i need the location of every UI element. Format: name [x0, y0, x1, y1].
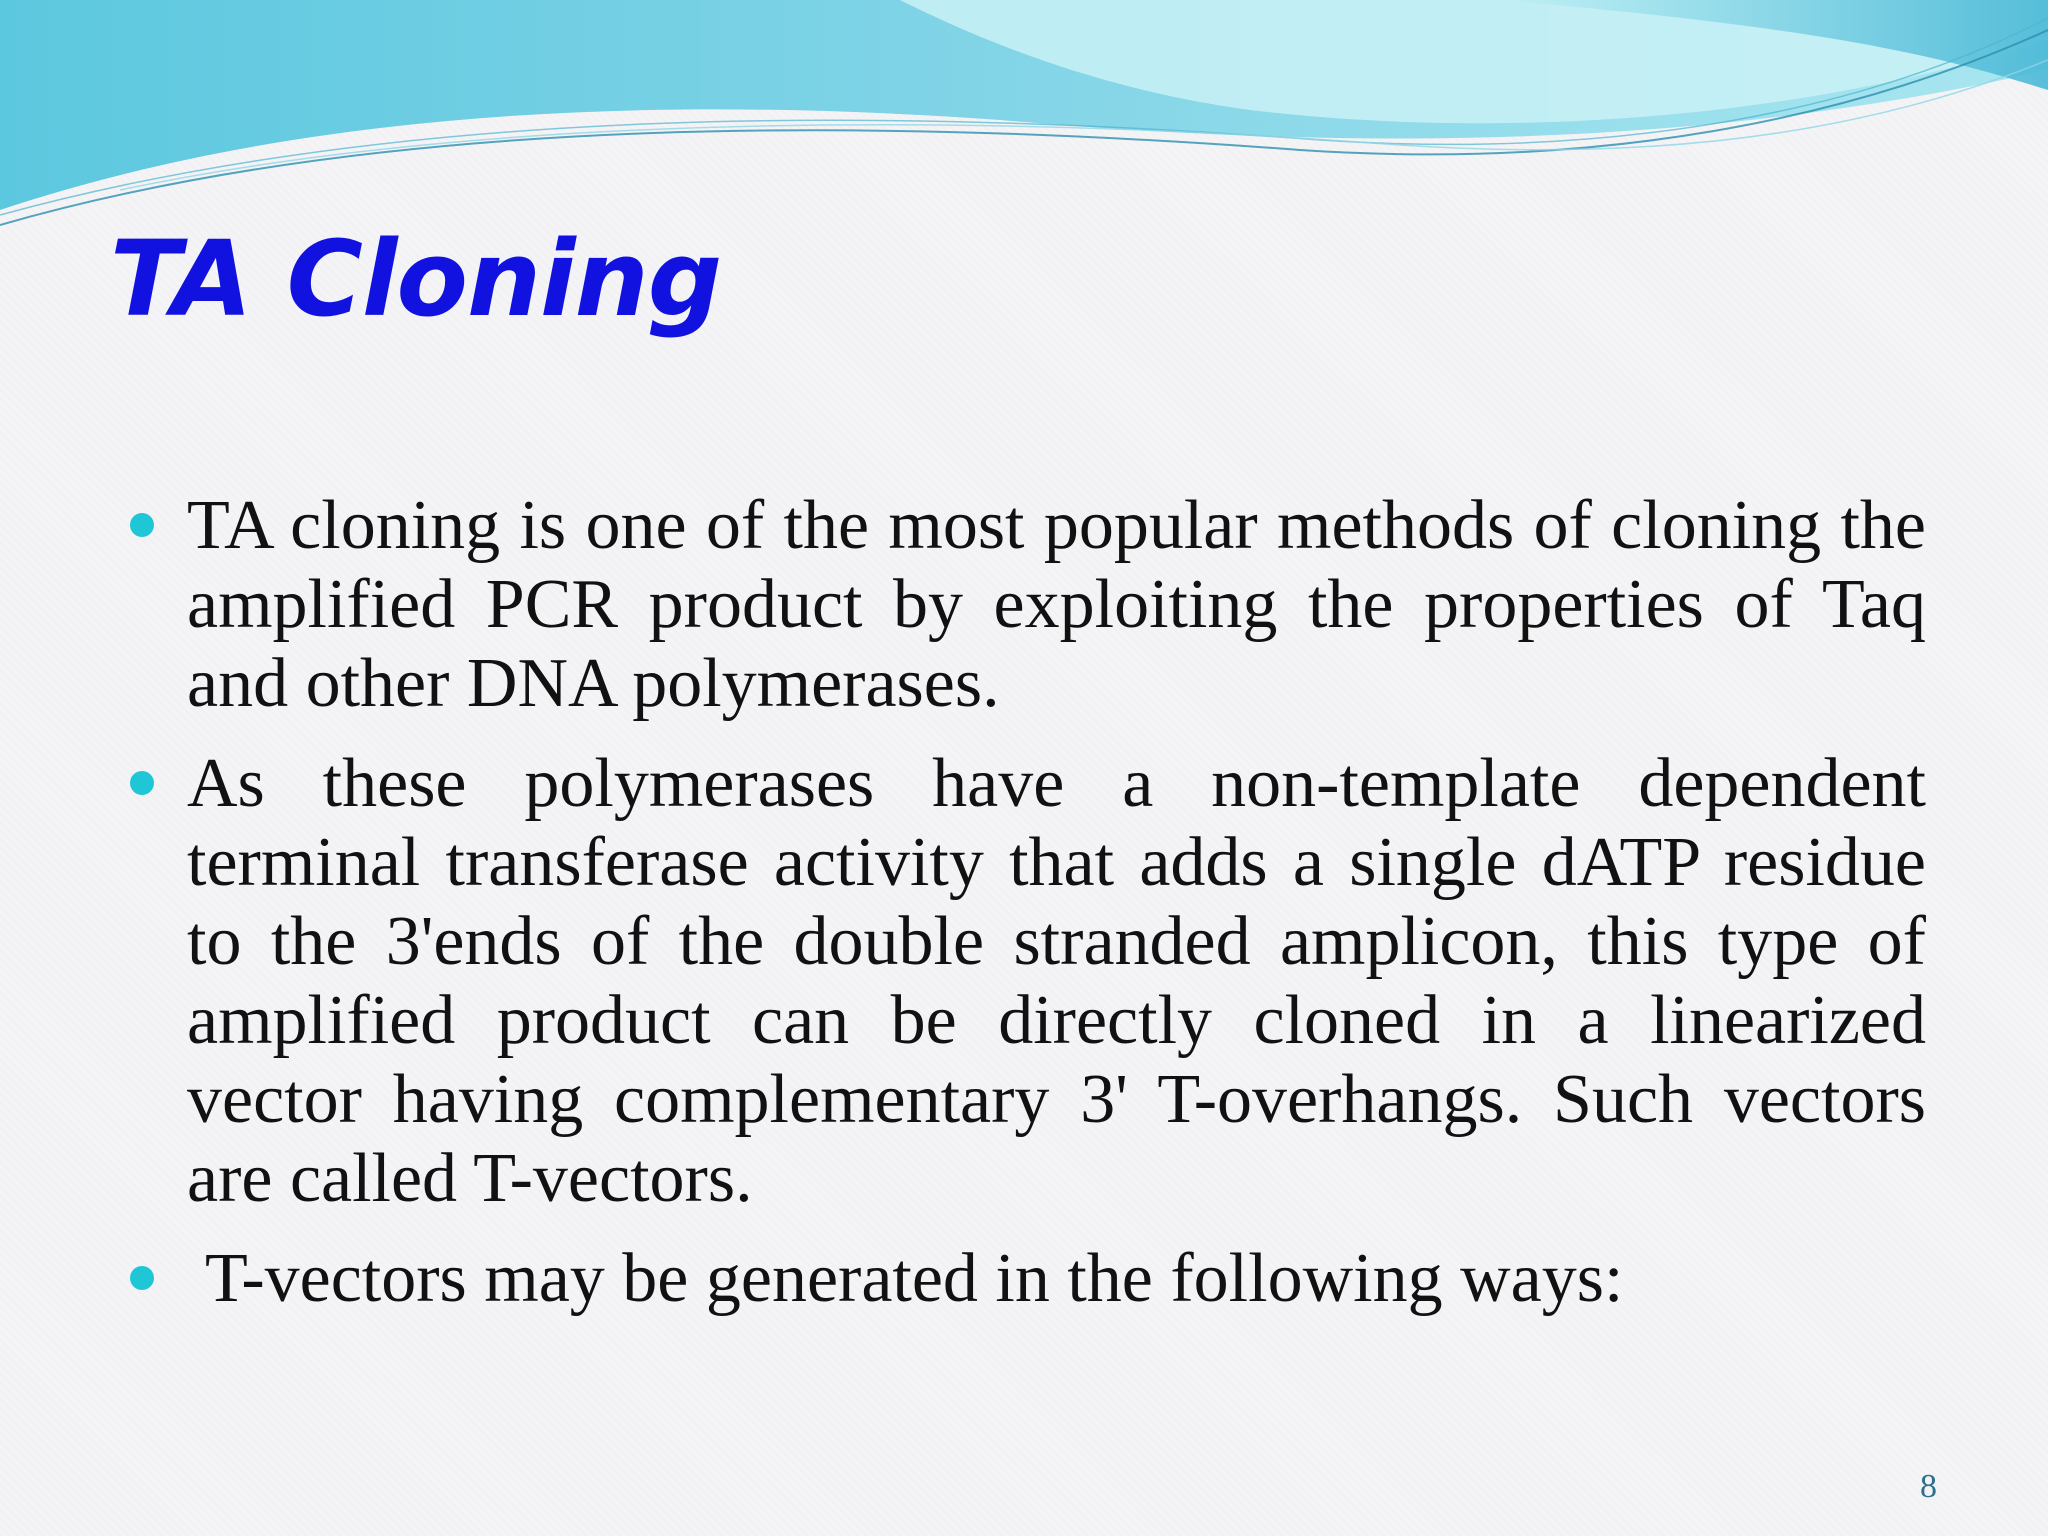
bullet-item-2 [130, 744, 1926, 1218]
bullet-text-2: As these polymerases have a non-template dependent terminal transferase activity that adds a single dATP residue to the 3'ends of the double stranded amplicon, this type of amplified product can be directly cloned in a linearized vector having complementary 3' T-overhangs. Such vectors are called T-vectors. [187, 745, 1926, 1217]
circle-bullet-icon [130, 1266, 154, 1290]
bullet-list [130, 486, 1926, 1339]
circle-bullet-icon [130, 513, 154, 537]
slide-title: TA Cloning [110, 218, 722, 340]
decorative-wave-header [0, 0, 2048, 240]
bullet-item-3 [130, 1239, 1926, 1318]
bullet-item-1 [130, 486, 1926, 723]
page-number: 8 [1920, 1468, 1937, 1505]
circle-bullet-icon [130, 771, 154, 795]
bullet-text-3: T-vectors may be generated in the following ways: [205, 1240, 1624, 1317]
bullet-text-1: TA cloning is one of the most popular methods of cloning the amplified PCR product by exploiting the properties of Taq and other DNA polymerases. [187, 487, 1926, 722]
